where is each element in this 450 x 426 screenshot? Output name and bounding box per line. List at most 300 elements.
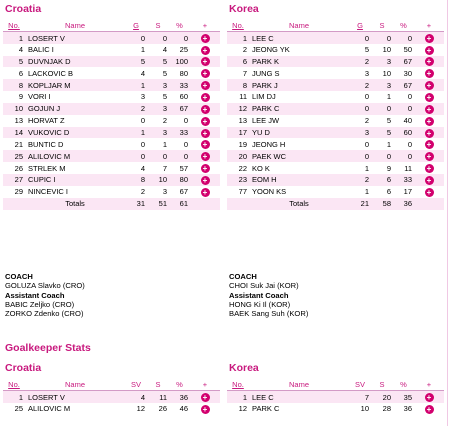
player-number: 13 [227,115,249,127]
assistant-name: BABIC Zeljko (CRO) [5,299,75,309]
col-saves[interactable]: SV [349,379,371,391]
totals-spacer [3,198,25,210]
player-shots: 20 [371,391,393,403]
player-shots: 0 [371,32,393,44]
player-name[interactable]: JEONG YK [249,44,349,56]
plus-icon[interactable]: + [201,129,210,138]
col-name[interactable]: Name [25,20,125,32]
plus-icon[interactable]: + [425,117,434,126]
player-goals: 0 [125,138,147,150]
player-number: 9 [3,91,25,103]
korea-coaches [229,272,308,318]
expand-cell [190,91,220,103]
player-row [227,138,444,150]
col-shots[interactable]: S [147,379,169,391]
korea-gk-title: Korea [229,362,259,374]
plus-icon[interactable]: + [425,69,434,78]
goalkeeper-saves: 12 [125,403,147,415]
player-shots: 28 [371,403,393,415]
player-percent: 67 [169,103,190,115]
plus-icon[interactable]: + [201,393,210,402]
plus-icon[interactable]: + [201,34,210,43]
plus-icon[interactable]: + [425,57,434,66]
player-number: 2 [227,44,249,56]
goalkeeper-stats-title: Goalkeeper Stats [5,342,91,354]
player-percent: 60 [393,127,414,139]
player-shots: 1 [371,138,393,150]
expand-cell [414,403,444,415]
goalkeeper-saves: 4 [125,391,147,403]
player-goals: 2 [349,56,371,68]
expand-cell [414,150,444,162]
player-goals: 1 [125,79,147,91]
player-goals: 4 [125,162,147,174]
plus-icon[interactable]: + [201,188,210,197]
player-name[interactable]: LOSERT V [25,391,125,403]
player-percent: 46 [169,403,190,415]
player-percent: 57 [169,162,190,174]
player-number: 1 [227,391,249,403]
player-shots: 10 [371,67,393,79]
player-goals: 3 [125,91,147,103]
croatia-coaches [5,272,85,318]
player-goals: 0 [349,32,371,44]
player-name[interactable]: STRLEK M [25,162,125,174]
player-number: 10 [3,103,25,115]
player-name[interactable]: PARK C [249,103,349,115]
plus-icon[interactable]: + [201,105,210,114]
coach-name: CHOI Suk Jai (KOR) [229,281,299,291]
col-shots[interactable]: S [371,379,393,391]
plus-icon[interactable]: + [425,405,434,414]
player-percent: 40 [393,115,414,127]
expand-cell [190,103,220,115]
player-percent: 0 [393,91,414,103]
player-row [3,174,220,186]
player-name[interactable]: CUPIC I [25,174,125,186]
player-number: 22 [227,162,249,174]
player-percent: 80 [169,174,190,186]
player-name[interactable]: YU D [249,127,349,139]
plus-icon[interactable]: + [201,405,210,414]
totals-goals: 31 [125,198,147,210]
player-name[interactable]: ALILOVIC M [25,403,125,415]
player-number: 1 [3,32,25,44]
player-shots: 10 [371,44,393,56]
expand-cell [190,79,220,91]
plus-icon[interactable]: + [425,176,434,185]
expand-cell [414,186,444,198]
player-number: 20 [227,150,249,162]
player-percent: 33 [393,174,414,186]
plus-icon[interactable]: + [425,129,434,138]
col-percent[interactable]: % [393,379,414,391]
player-number: 77 [227,186,249,198]
player-number: 23 [227,174,249,186]
player-name[interactable]: JUNG S [249,67,349,79]
player-name[interactable]: VORI I [25,91,125,103]
player-percent: 60 [169,91,190,103]
player-row [227,103,444,115]
player-percent: 25 [169,44,190,56]
player-number: 12 [227,103,249,115]
plus-icon[interactable]: + [425,81,434,90]
player-row [3,103,220,115]
player-goals: 3 [349,127,371,139]
player-name[interactable]: GOJUN J [25,103,125,115]
player-percent: 80 [169,67,190,79]
croatia-goalkeeper-table [3,379,220,415]
player-number: 1 [227,32,249,44]
coach-name: GOLUZA Slavko (CRO) [5,281,85,291]
plus-icon[interactable]: + [425,105,434,114]
totals-row [227,198,444,210]
col-shots[interactable]: S [147,20,169,32]
col-no[interactable]: No. [3,379,25,391]
expand-cell [414,162,444,174]
col-percent[interactable]: % [169,20,190,32]
expand-cell [414,91,444,103]
expand-cell [414,103,444,115]
player-row [3,56,220,68]
player-shots: 2 [147,115,169,127]
player-name[interactable]: LACKOVIC B [25,67,125,79]
player-number: 27 [3,174,25,186]
expand-cell [414,44,444,56]
player-name[interactable]: KO K [249,162,349,174]
player-goals: 3 [349,67,371,79]
goalkeeper-row [3,391,220,403]
player-number: 12 [227,403,249,415]
player-name[interactable]: HORVAT Z [25,115,125,127]
player-percent: 33 [169,79,190,91]
player-row [227,174,444,186]
totals-spacer [414,198,444,210]
player-shots: 4 [147,44,169,56]
totals-shots: 51 [147,198,169,210]
goalkeeper-row [3,403,220,415]
player-shots: 3 [371,79,393,91]
player-percent: 36 [169,391,190,403]
player-shots: 5 [371,127,393,139]
player-percent: 67 [393,79,414,91]
col-goals[interactable]: G [125,20,147,32]
goalkeeper-saves: 7 [349,391,371,403]
player-percent: 0 [169,32,190,44]
korea-rows [227,32,444,210]
player-shots: 7 [147,162,169,174]
player-shots: 5 [147,56,169,68]
player-shots: 3 [147,103,169,115]
expand-cell [414,67,444,79]
player-name[interactable]: DUVNJAK D [25,56,125,68]
plus-icon[interactable]: + [425,393,434,402]
player-number: 26 [3,162,25,174]
player-row [227,44,444,56]
croatia-gk-title: Croatia [5,362,42,374]
player-number: 29 [3,186,25,198]
col-goals[interactable]: G [349,20,371,32]
col-shots[interactable]: S [371,20,393,32]
plus-icon[interactable]: + [425,140,434,149]
expand-cell [414,174,444,186]
player-percent: 0 [393,103,414,115]
expand-cell [190,127,220,139]
player-goals: 0 [349,103,371,115]
expand-cell [190,162,220,174]
korea-stats-table [227,20,444,210]
expand-cell [190,391,220,403]
player-shots: 0 [147,32,169,44]
player-goals: 0 [125,115,147,127]
player-percent: 0 [169,138,190,150]
plus-icon[interactable]: + [201,176,210,185]
right-border [447,0,448,426]
croatia-rows [3,32,220,210]
player-percent: 36 [393,403,414,415]
player-number: 13 [3,115,25,127]
expand-cell [190,115,220,127]
expand-cell [190,56,220,68]
expand-cell [190,44,220,56]
player-shots: 1 [371,91,393,103]
player-shots: 5 [147,91,169,103]
player-name[interactable]: VUKOVIC D [25,127,125,139]
col-no[interactable]: No. [3,20,25,32]
assistant-name: ZORKO Zdenko (CRO) [5,309,84,319]
player-goals: 2 [349,174,371,186]
player-number: 17 [227,127,249,139]
player-shots: 1 [147,138,169,150]
goalkeeper-saves: 10 [349,403,371,415]
plus-icon[interactable]: + [201,117,210,126]
player-number: 7 [227,67,249,79]
player-name[interactable]: PAEK WC [249,150,349,162]
player-name[interactable]: PARK J [249,79,349,91]
player-row [227,56,444,68]
player-number: 25 [3,403,25,415]
player-name[interactable]: LEE JW [249,115,349,127]
plus-icon[interactable]: + [425,152,434,161]
player-percent: 67 [169,186,190,198]
player-shots: 0 [147,150,169,162]
totals-percent: 61 [169,198,190,210]
player-number: 4 [3,44,25,56]
plus-icon[interactable]: + [425,164,434,173]
expand-cell [414,127,444,139]
player-goals: 0 [349,150,371,162]
player-row [227,115,444,127]
player-shots: 6 [371,174,393,186]
player-name[interactable]: PARK C [249,403,349,415]
player-number: 14 [3,127,25,139]
player-number: 6 [227,56,249,68]
croatia-stats-table [3,20,220,210]
player-percent: 35 [393,391,414,403]
assistant-name: HONG Ki Il (KOR) [229,299,291,309]
plus-icon[interactable]: + [201,81,210,90]
player-shots: 5 [147,67,169,79]
totals-row [3,198,220,210]
player-row [3,186,220,198]
plus-icon[interactable]: + [425,93,434,102]
player-goals: 1 [125,127,147,139]
player-shots: 11 [147,391,169,403]
player-shots: 0 [371,150,393,162]
player-percent: 30 [393,67,414,79]
expand-cell [190,32,220,44]
totals-label: Totals [249,198,349,210]
player-percent: 17 [393,186,414,198]
player-percent: 50 [393,44,414,56]
coach-heading: COACH [229,272,257,281]
assistant-heading: Assistant Coach [229,290,289,300]
player-row [3,127,220,139]
plus-icon[interactable]: + [201,164,210,173]
plus-icon[interactable]: + [201,152,210,161]
player-goals: 5 [125,56,147,68]
player-row [227,186,444,198]
player-name[interactable]: YOON KS [249,186,349,198]
player-goals: 1 [125,44,147,56]
player-goals: 1 [349,186,371,198]
expand-cell [190,403,220,415]
player-row [3,79,220,91]
player-row [3,67,220,79]
expand-cell [190,174,220,186]
player-row [3,91,220,103]
player-number: 8 [227,79,249,91]
player-number: 5 [3,56,25,68]
player-goals: 0 [125,32,147,44]
col-name[interactable]: Name [249,20,349,32]
plus-icon[interactable]: + [201,46,210,55]
coach-heading: COACH [5,272,33,281]
totals-shots: 58 [371,198,393,210]
player-row [3,32,220,44]
player-name[interactable]: LIM DJ [249,91,349,103]
col-percent[interactable]: % [169,379,190,391]
player-shots: 3 [147,186,169,198]
player-percent: 33 [169,127,190,139]
player-percent: 0 [393,32,414,44]
player-row [3,44,220,56]
player-name[interactable]: BUNTIC D [25,138,125,150]
expand-cell [414,391,444,403]
player-name[interactable]: BALIC I [25,44,125,56]
goalkeeper-row [227,391,444,403]
player-number: 6 [3,67,25,79]
player-shots: 9 [371,162,393,174]
expand-cell [190,186,220,198]
expand-cell [414,115,444,127]
player-goals: 5 [349,44,371,56]
player-row [227,127,444,139]
expand-cell [414,56,444,68]
player-row [227,32,444,44]
col-name[interactable]: Name [249,379,349,391]
player-shots: 6 [371,186,393,198]
col-percent[interactable]: % [393,20,414,32]
player-name[interactable]: LEE C [249,391,349,403]
player-name[interactable]: JEONG H [249,138,349,150]
player-name[interactable]: LOSERT V [25,32,125,44]
player-number: 19 [227,138,249,150]
korea-title: Korea [229,3,259,15]
player-row [3,150,220,162]
player-number: 11 [227,91,249,103]
col-plus: + [190,20,220,32]
player-goals: 4 [125,67,147,79]
croatia-title: Croatia [5,3,42,15]
player-name[interactable]: LEE C [249,32,349,44]
player-goals: 0 [125,150,147,162]
player-goals: 2 [349,79,371,91]
player-percent: 0 [169,115,190,127]
col-plus: + [414,20,444,32]
totals-label: Totals [25,198,125,210]
plus-icon[interactable]: + [201,69,210,78]
player-name[interactable]: ALILOVIC M [25,150,125,162]
totals-spacer [227,198,249,210]
player-percent: 0 [393,150,414,162]
player-number: 1 [3,391,25,403]
expand-cell [190,138,220,150]
plus-icon[interactable]: + [425,46,434,55]
player-percent: 100 [169,56,190,68]
player-row [227,162,444,174]
player-shots: 3 [147,127,169,139]
col-name[interactable]: Name [25,379,125,391]
player-number: 21 [3,138,25,150]
player-name[interactable]: PARK K [249,56,349,68]
player-shots: 0 [371,103,393,115]
plus-icon[interactable]: + [201,140,210,149]
player-name[interactable]: KOPLJAR M [25,79,125,91]
player-row [227,91,444,103]
player-goals: 8 [125,174,147,186]
assistant-heading: Assistant Coach [5,290,65,300]
player-goals: 0 [349,91,371,103]
player-name[interactable]: NINCEVIC I [25,186,125,198]
plus-icon[interactable]: + [201,57,210,66]
player-shots: 5 [371,115,393,127]
player-shots: 26 [147,403,169,415]
player-row [227,150,444,162]
player-shots: 3 [147,79,169,91]
player-percent: 0 [169,150,190,162]
plus-icon[interactable]: + [425,34,434,43]
goalkeeper-row [227,403,444,415]
col-no[interactable]: No. [227,20,249,32]
plus-icon[interactable]: + [201,93,210,102]
player-row [3,115,220,127]
player-name[interactable]: EOM H [249,174,349,186]
expand-cell [190,150,220,162]
korea-gk-rows [227,391,444,415]
player-shots: 10 [147,174,169,186]
korea-goalkeeper-table [227,379,444,415]
assistant-name: BAEK Sang Suh (KOR) [229,309,309,319]
col-saves[interactable]: SV [125,379,147,391]
totals-spacer [190,198,220,210]
player-goals: 2 [125,186,147,198]
plus-icon[interactable]: + [425,188,434,197]
player-row [227,67,444,79]
col-no[interactable]: No. [227,379,249,391]
player-number: 8 [3,79,25,91]
player-percent: 11 [393,162,414,174]
